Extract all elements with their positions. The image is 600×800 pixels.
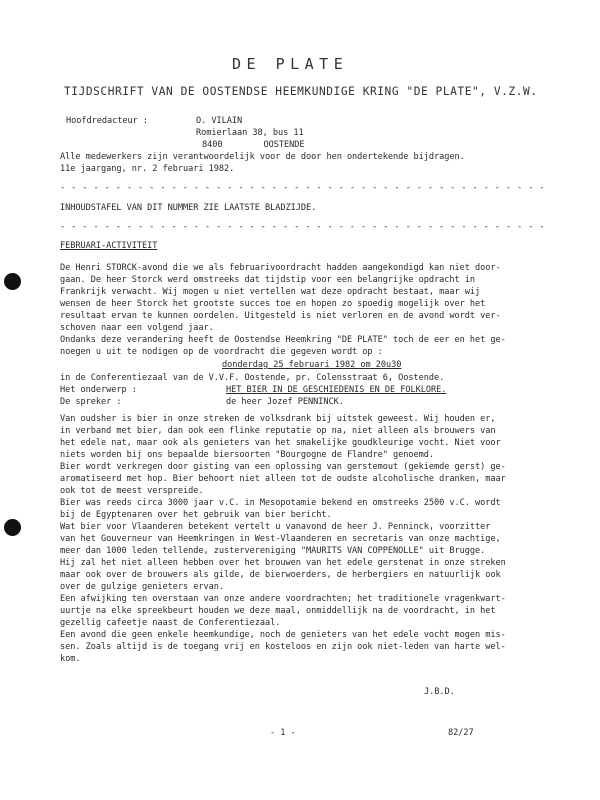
page-number: - 1 - — [270, 728, 296, 738]
event-speaker-label: De spreker : — [60, 397, 122, 407]
separator-bottom: - - - - - - - - - - - - - - - - - - - - - - - - - - - - - - - - - - - - - - - - - - - - — [60, 222, 545, 232]
punch-hole-bottom — [4, 519, 21, 536]
para2-line: Een afwijking ten overstaan van onze andere voordrachten; het traditionele vragenkwart- — [60, 594, 506, 604]
para2-line: bij de Egyptenaren over het gebruik van bier bericht. — [60, 510, 332, 520]
para2-line: Bier wordt verkregen door gisting van een oplossing van gerstemout (gekiemde gerst) ge- — [60, 462, 506, 472]
editor-city: 8400 OOSTENDE — [202, 140, 305, 150]
disclaimer: Alle medewerkers zijn verantwoordelijk voor de door hen ondertekende bijdragen. — [60, 152, 465, 162]
event-location: in de Conferentiezaal van de V.V.F. Oostende, pr. Colensstraat 6, Oostende. — [60, 373, 445, 383]
para2-line: aromatiseerd met hop. Bier behoort niet alleen tot de oudste alcoholische dranken, maar — [60, 474, 506, 484]
masthead-subtitle: TIJDSCHRIFT VAN DE OOSTENDSE HEEMKUNDIGE KRING "DE PLATE", V.Z.W. — [64, 85, 538, 98]
para2-line: Bier was reeds circa 3000 jaar v.C. in Mesopotamie bekend en omstreeks 2500 v.C. wordt — [60, 498, 501, 508]
masthead-title: DE PLATE — [232, 55, 349, 73]
para2-line: niets worden bij ons bepaalde biersoorten "Bourgogne de Flandre" genoemd. — [60, 450, 435, 460]
para2-line: Hij zal het niet alleen hebben over het brouwen van het edele gerstenat in onze streken — [60, 558, 506, 568]
section-title: FEBRUARI-ACTIVITEIT — [60, 241, 158, 251]
para2-line: kom. — [60, 654, 81, 664]
event-subject: HET BIER IN DE GESCHIEDENIS EN DE FOLKLORE. — [226, 385, 447, 395]
signature: J.B.D. — [424, 687, 455, 697]
para2-line: gezellig cafeetje naast de Conferentiezaal. — [60, 618, 281, 628]
para2-line: ook tot de meest verspreide. — [60, 486, 204, 496]
para2-line: maar ook over de brouwers als gilde, de bierwoerders, de herbergiers en natuurlijk ook — [60, 570, 501, 580]
event-subject-label: Het onderwerp : — [60, 385, 137, 395]
para2-line: meer dan 1000 leden tellende, zustervereniging "MAURITS VAN COPPENOLLE" uit Brugge. — [60, 546, 486, 556]
event-speaker: de heer Jozef PENNINCK. — [226, 397, 344, 407]
para2-line: uurtje na elke spreekbeurt houden we deze maal, onmiddellijk na de voordracht, in het — [60, 606, 496, 616]
editor-name: O. VILAIN — [196, 116, 243, 126]
separator-top: - - - - - - - - - - - - - - - - - - - - - - - - - - - - - - - - - - - - - - - - - - - - — [60, 183, 545, 193]
para2-line: sen. Zoals altijd is de toegang vrij en kosteloos en zijn ook niet-leden van harte wel- — [60, 642, 506, 652]
editor-label: Hoofdredacteur : — [66, 116, 148, 126]
event-date: donderdag 25 februari 1982 om 20u30 — [222, 360, 402, 370]
para2-line: het edele nat, maar ook als genieters van het smakelijke goudkleurige vocht. Niet voor — [60, 438, 501, 448]
para2-line: over de gulzige genieters ervan. — [60, 582, 224, 592]
para2-line: Wat bier voor Vlaanderen betekent vertelt u vanavond de heer J. Penninck, voorzitter — [60, 522, 491, 532]
para2-line: Een avond die geen enkele heemkundige, noch de genieters van het edele vocht mogen mis- — [60, 630, 506, 640]
editor-street: Romierlaan 38, bus 11 — [196, 128, 304, 138]
punch-hole-top — [4, 273, 21, 290]
para1-line: resultaat ervan te kunnen oordelen. Uitgesteld is niet verloren en de avond wordt ver- — [60, 311, 501, 321]
para2-line: Van oudsher is bier in onze streken de volksdrank bij uitstek geweest. Wij houden er, — [60, 414, 496, 424]
para1-line: wensen de heer Storck het grootste succes toe en hopen zo spoedig mogelijk over het — [60, 299, 486, 309]
para1-line: schoven naar een volgend jaar. — [60, 323, 214, 333]
para2-line: van het Gouverneur van Heemkringen in West-Vlaanderen en secretaris van onze machtige, — [60, 534, 501, 544]
para1-line: Frankrijk verwacht. Wij mogen u niet vertellen wat deze opdracht bestaat, maar wij — [60, 287, 481, 297]
para1-line: De Henri STORCK-avond die we als februarivoordracht hadden aangekondigd kan niet door- — [60, 263, 501, 273]
para1-line: noegen u uit te nodigen op de voordracht die gegeven wordt op : — [60, 347, 383, 357]
para2-line: in verband met bier, dan ook een flinke reputatie op na, niet alleen als brouwers van — [60, 426, 496, 436]
toc-note: INHOUDSTAFEL VAN DIT NUMMER ZIE LAATSTE BLADZIJDE. — [60, 203, 317, 213]
document-code: 82/27 — [448, 728, 474, 738]
para1-line: gaan. De heer Storck werd omstreeks dat tijdstip voor een belangrijke opdracht in — [60, 275, 476, 285]
para1-line: Ondanks deze verandering heeft de Oostendse Heemkring "DE PLATE" toch de eer en het ge- — [60, 335, 506, 345]
issue-line: 11e jaargang, nr. 2 februari 1982. — [60, 164, 235, 174]
